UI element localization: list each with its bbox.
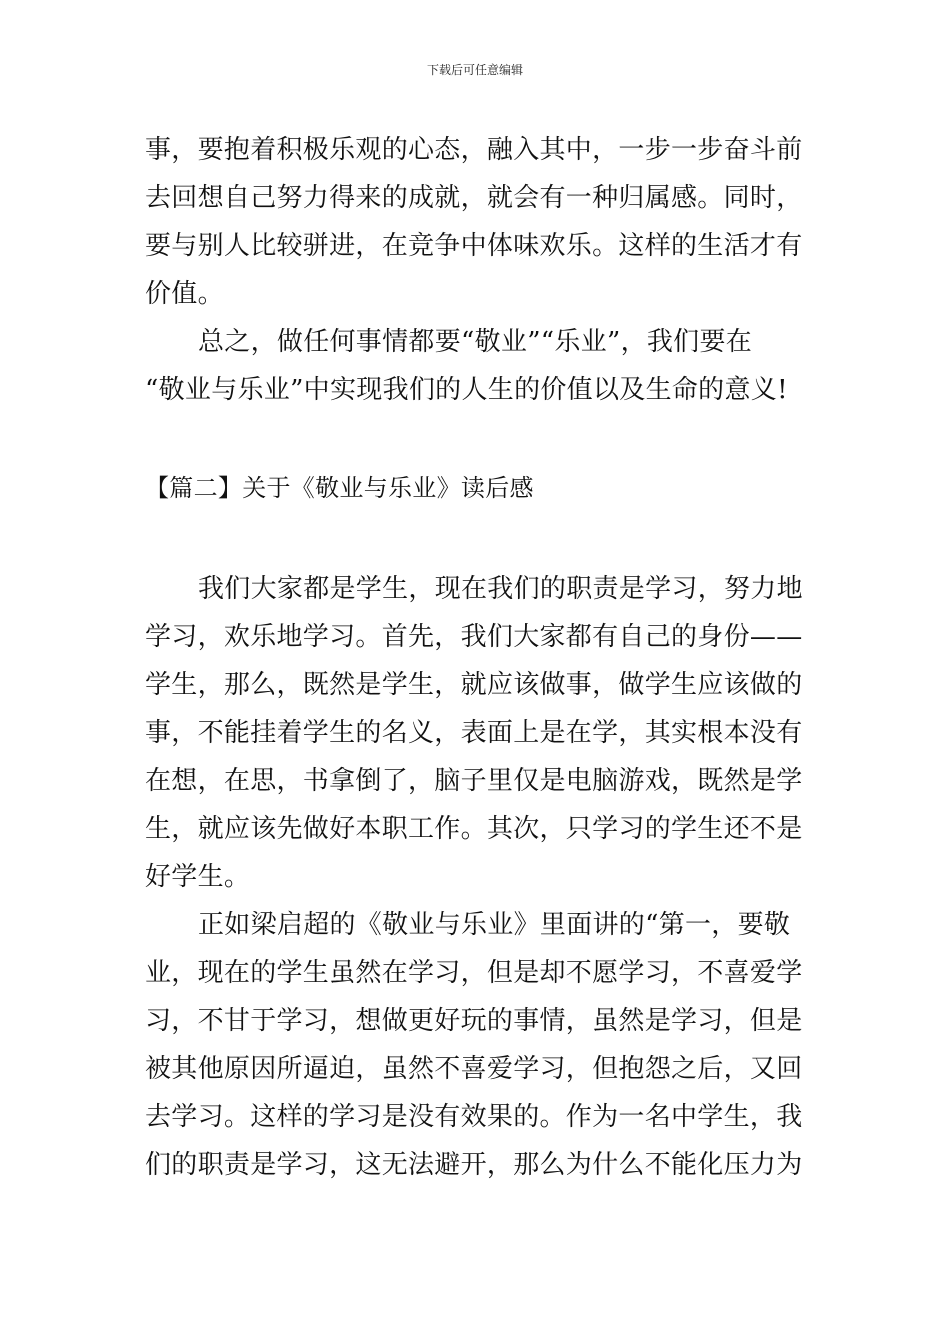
section-two — [145, 565, 807, 1189]
paragraph-line: 生，就应该先做好本职工作。其次，只学习的学生还不是 — [145, 814, 803, 844]
paragraph-line: 要与别人比较骈进，在竞争中体味欢乐。这样的生活才有 — [145, 231, 803, 261]
paragraph-line: 去学习。这样的学习是没有效果的。作为一名中学生，我 — [145, 1102, 803, 1132]
paragraph-line: 总之，做任何事情都要“敬业”“乐业”，我们要在 — [198, 327, 753, 357]
paragraph-line: 正如梁启超的《敬业与乐业》里面讲的“第一，要敬 — [198, 910, 791, 940]
spacer — [145, 414, 807, 464]
page-header: 下载后可任意编辑 — [426, 63, 523, 77]
paragraph-line: 在想，在思，书拿倒了，脑子里仅是电脑游戏，既然是学 — [145, 766, 803, 796]
paragraph-line: 事，要抱着积极乐观的心态，融入其中，一步一步奋斗前 — [145, 135, 803, 165]
document-body — [145, 126, 807, 1189]
section-one — [145, 126, 807, 414]
paragraph-line: 去回想自己努力得来的成就，就会有一种归属感。同时， — [145, 183, 803, 213]
paragraph-line: 被其他原因所逼迫，虽然不喜爱学习，但抱怨之后，又回 — [145, 1054, 803, 1084]
paragraph-line: 们的职责是学习，这无法避开，那么为什么不能化压力为 — [145, 1150, 803, 1180]
paragraph-line: “敬业与乐业”中实现我们的人生的价值以及生命的意义! — [145, 375, 788, 405]
paragraph-line: 业，现在的学生虽然在学习，但是却不愿学习，不喜爱学 — [145, 958, 803, 988]
spacer — [145, 512, 807, 565]
paragraph-line: 价值。 — [145, 279, 224, 309]
paragraph-line: 事，不能挂着学生的名义，表面上是在学，其实根本没有 — [145, 718, 803, 748]
section-title: 【篇二】关于《敬业与乐业》读后感 — [145, 474, 534, 502]
paragraph-line: 学生，那么，既然是学生，就应该做事，做学生应该做的 — [145, 670, 803, 700]
paragraph-line: 学习，欢乐地学习。首先，我们大家都有自己的身份—— — [145, 622, 803, 652]
paragraph-line: 好学生。 — [145, 862, 251, 892]
paragraph-line: 我们大家都是学生，现在我们的职责是学习，努力地 — [198, 574, 803, 604]
paragraph-line: 习，不甘于学习，想做更好玩的事情，虽然是学习，但是 — [145, 1006, 803, 1036]
